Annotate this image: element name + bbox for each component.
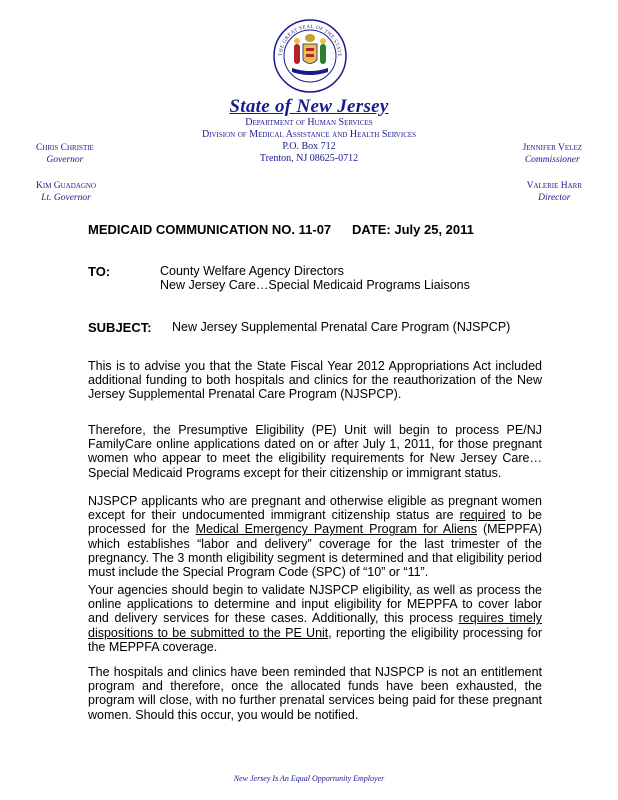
to-recipients <box>160 264 470 292</box>
footer-eoe: New Jersey Is An Equal Opportunity Employer <box>233 774 385 783</box>
state-seal <box>272 14 348 98</box>
timely-dispositions-emphasis: requires timely dispositions to be submitted to the PE Unit <box>88 611 542 640</box>
state-title: State of New Jersey <box>229 96 389 117</box>
paragraph-2: Therefore, the Presumptive Eligibility (PE) Unit will begin to process PE/NJ FamilyCare online applications dated on or after July 1, 2011, for those pregnant women who appear to meet the eligibility requirements for New Jersey Care…Special Medicaid Programs except for their citizenship or immigrant status. <box>88 423 542 480</box>
governor-block <box>36 142 94 166</box>
department-name: Department of Human Services <box>245 117 373 128</box>
to-recipient-2: New Jersey Care…Special Medicaid Programs Liaisons <box>160 278 470 293</box>
division-name: Division of Medical Assistance and Health Services <box>201 129 417 140</box>
paragraph-4-part-a: Your agencies should begin to validate NJSPCP eligibility, as well as process the online applications to determine and input eligibility for MEPPFA to cover labor and delivery services for these cases. Additionally, this process <box>88 583 542 626</box>
paragraph-4-part-b: , reporting the eligibility processing for the MEPPFA coverage. <box>88 625 543 654</box>
paragraph-4 <box>88 583 542 654</box>
lt-governor-name: Kim Guadagno <box>36 181 97 191</box>
meppfa-program-name: Medical Emergency Payment Program for Aliens <box>195 522 477 537</box>
lt-governor-block <box>36 180 96 204</box>
governor-name: Chris Christie <box>36 143 94 153</box>
director-title: Director <box>538 193 571 203</box>
communication-date: DATE: July 25, 2011 <box>352 222 474 237</box>
governor-title: Governor <box>46 155 84 165</box>
director-block <box>527 180 582 204</box>
paragraph-1: This is to advise you that the State Fiscal Year 2012 Appropriations Act included additional funding to both hospitals and clinics for the reauthorization of the New Jersey Supplemental Prenatal Care Program (NJSPCP). <box>88 359 542 402</box>
lt-governor-title: Lt. Governor <box>41 193 91 203</box>
city-zip: Trenton, NJ 08625-0712 <box>259 153 359 164</box>
paragraph-3-part-a: NJSPCP applicants who are pregnant and otherwise eligible as pregnant women except for their undocumented immigrant citizenship status are <box>88 494 542 523</box>
to-recipient-1: County Welfare Agency Directors <box>160 264 344 278</box>
paragraph-3-part-b: to be processed for the <box>88 508 542 537</box>
paragraph-3-part-c: (MEPPFA) which establishes “labor and delivery” coverage for the last trimester of the pregnancy. The 3 month eligibility segment is determined and that eligibility period must include the Special Program Code (SPC) of “10” or “11”. <box>88 522 542 580</box>
commissioner-name: Jennifer Velez <box>522 143 582 153</box>
seal-motto: THE GREAT SEAL OF THE STATE <box>277 23 343 58</box>
subject-text: New Jersey Supplemental Prenatal Care Program (NJSPCP) <box>172 320 511 334</box>
required-emphasis: required <box>459 508 506 523</box>
commissioner-block <box>523 142 582 166</box>
po-box: P.O. Box 712 <box>282 141 336 152</box>
commissioner-title: Commissioner <box>524 155 580 165</box>
state-seal-icon <box>272 14 348 98</box>
paragraph-3 <box>88 494 542 579</box>
to-label: TO: <box>88 264 111 279</box>
subject-label: SUBJECT: <box>88 320 152 335</box>
director-name: Valerie Harr <box>526 181 582 191</box>
paragraph-5: The hospitals and clinics have been reminded that NJSPCP is not an entitlement program and therefore, once the allocated funds have been exhausted, the program will close, with no further prenatal services being paid for these pregnant women. Should this occur, you would be notified. <box>88 665 542 722</box>
communication-number: MEDICAID COMMUNICATION NO. 11-07 <box>88 222 332 237</box>
